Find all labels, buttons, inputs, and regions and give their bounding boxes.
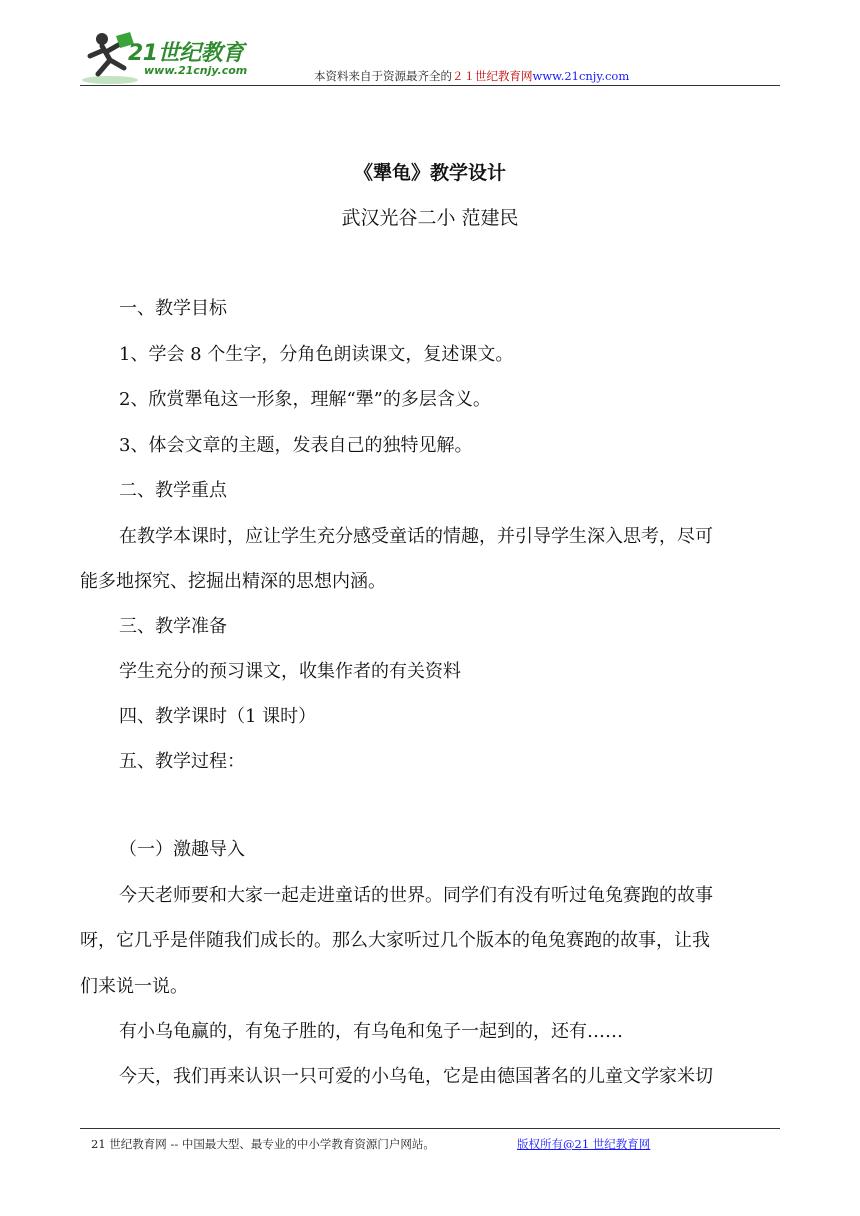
list-item: 2、欣赏犟龟这一形象，理解“犟”的多层含义。 (119, 389, 491, 410)
copyright-link[interactable]: 版权所有@21 世纪教育网 (517, 1137, 651, 1151)
logo-text: 21世纪教育 (128, 41, 244, 66)
header-note-site: ２１世纪教育网 (452, 69, 533, 83)
section-heading: 四、教学课时（1 课时） (119, 706, 317, 727)
header-divider (80, 85, 780, 86)
header-note (314, 68, 629, 84)
section-heading: 一、教学目标 (119, 298, 227, 319)
paragraph-line: 能多地探究、挖掘出精深的思想内涵。 (80, 571, 386, 592)
logo-url: www.21cnjy.com (144, 64, 248, 77)
paragraph-line: 今天，我们再来认识一只可爱的小乌龟，它是由德国著名的儿童文学家米切 (119, 1066, 713, 1087)
page-header (80, 28, 780, 88)
paragraph-line: 今天老师要和大家一起走进童话的世界。同学们有没有听过龟兔赛跑的故事 (119, 885, 713, 906)
section-heading: 三、教学准备 (119, 616, 227, 637)
footer-divider (80, 1128, 780, 1129)
paragraph-line: 呀，它几乎是伴随我们成长的。那么大家听过几个版本的龟兔赛跑的故事，让我 (80, 930, 710, 951)
section-heading: 二、教学重点 (119, 480, 227, 501)
site-logo[interactable] (80, 28, 300, 88)
section-heading: 五、教学过程： (119, 751, 245, 772)
list-item: 3、体会文章的主题，发表自己的独特见解。 (119, 435, 473, 456)
paragraph-line: 们来说一说。 (80, 976, 188, 997)
footer-text: 21 世纪教育网 -- 中国最大型、最专业的中小学教育资源门户网站。 (91, 1137, 435, 1151)
document-author: 武汉光谷二小 范建民 (341, 207, 519, 229)
header-note-url[interactable]: www.21cnjy.com (532, 69, 630, 83)
document-title: 《犟龟》教学设计 (353, 162, 506, 184)
subsection-heading: （一）激趣导入 (119, 839, 245, 860)
header-note-prefix: 本资料来自于资源最齐全的 (314, 69, 452, 83)
paragraph-line: 学生充分的预习课文，收集作者的有关资料 (119, 661, 461, 682)
list-item: 1、学会 8 个生字，分角色朗读课文，复述课文。 (119, 344, 514, 365)
paragraph-line: 有小乌龟赢的，有兔子胜的，有乌龟和兔子一起到的，还有…… (119, 1021, 623, 1042)
paragraph-line: 在教学本课时，应让学生充分感受童话的情趣，并引导学生深入思考，尽可 (119, 526, 713, 547)
